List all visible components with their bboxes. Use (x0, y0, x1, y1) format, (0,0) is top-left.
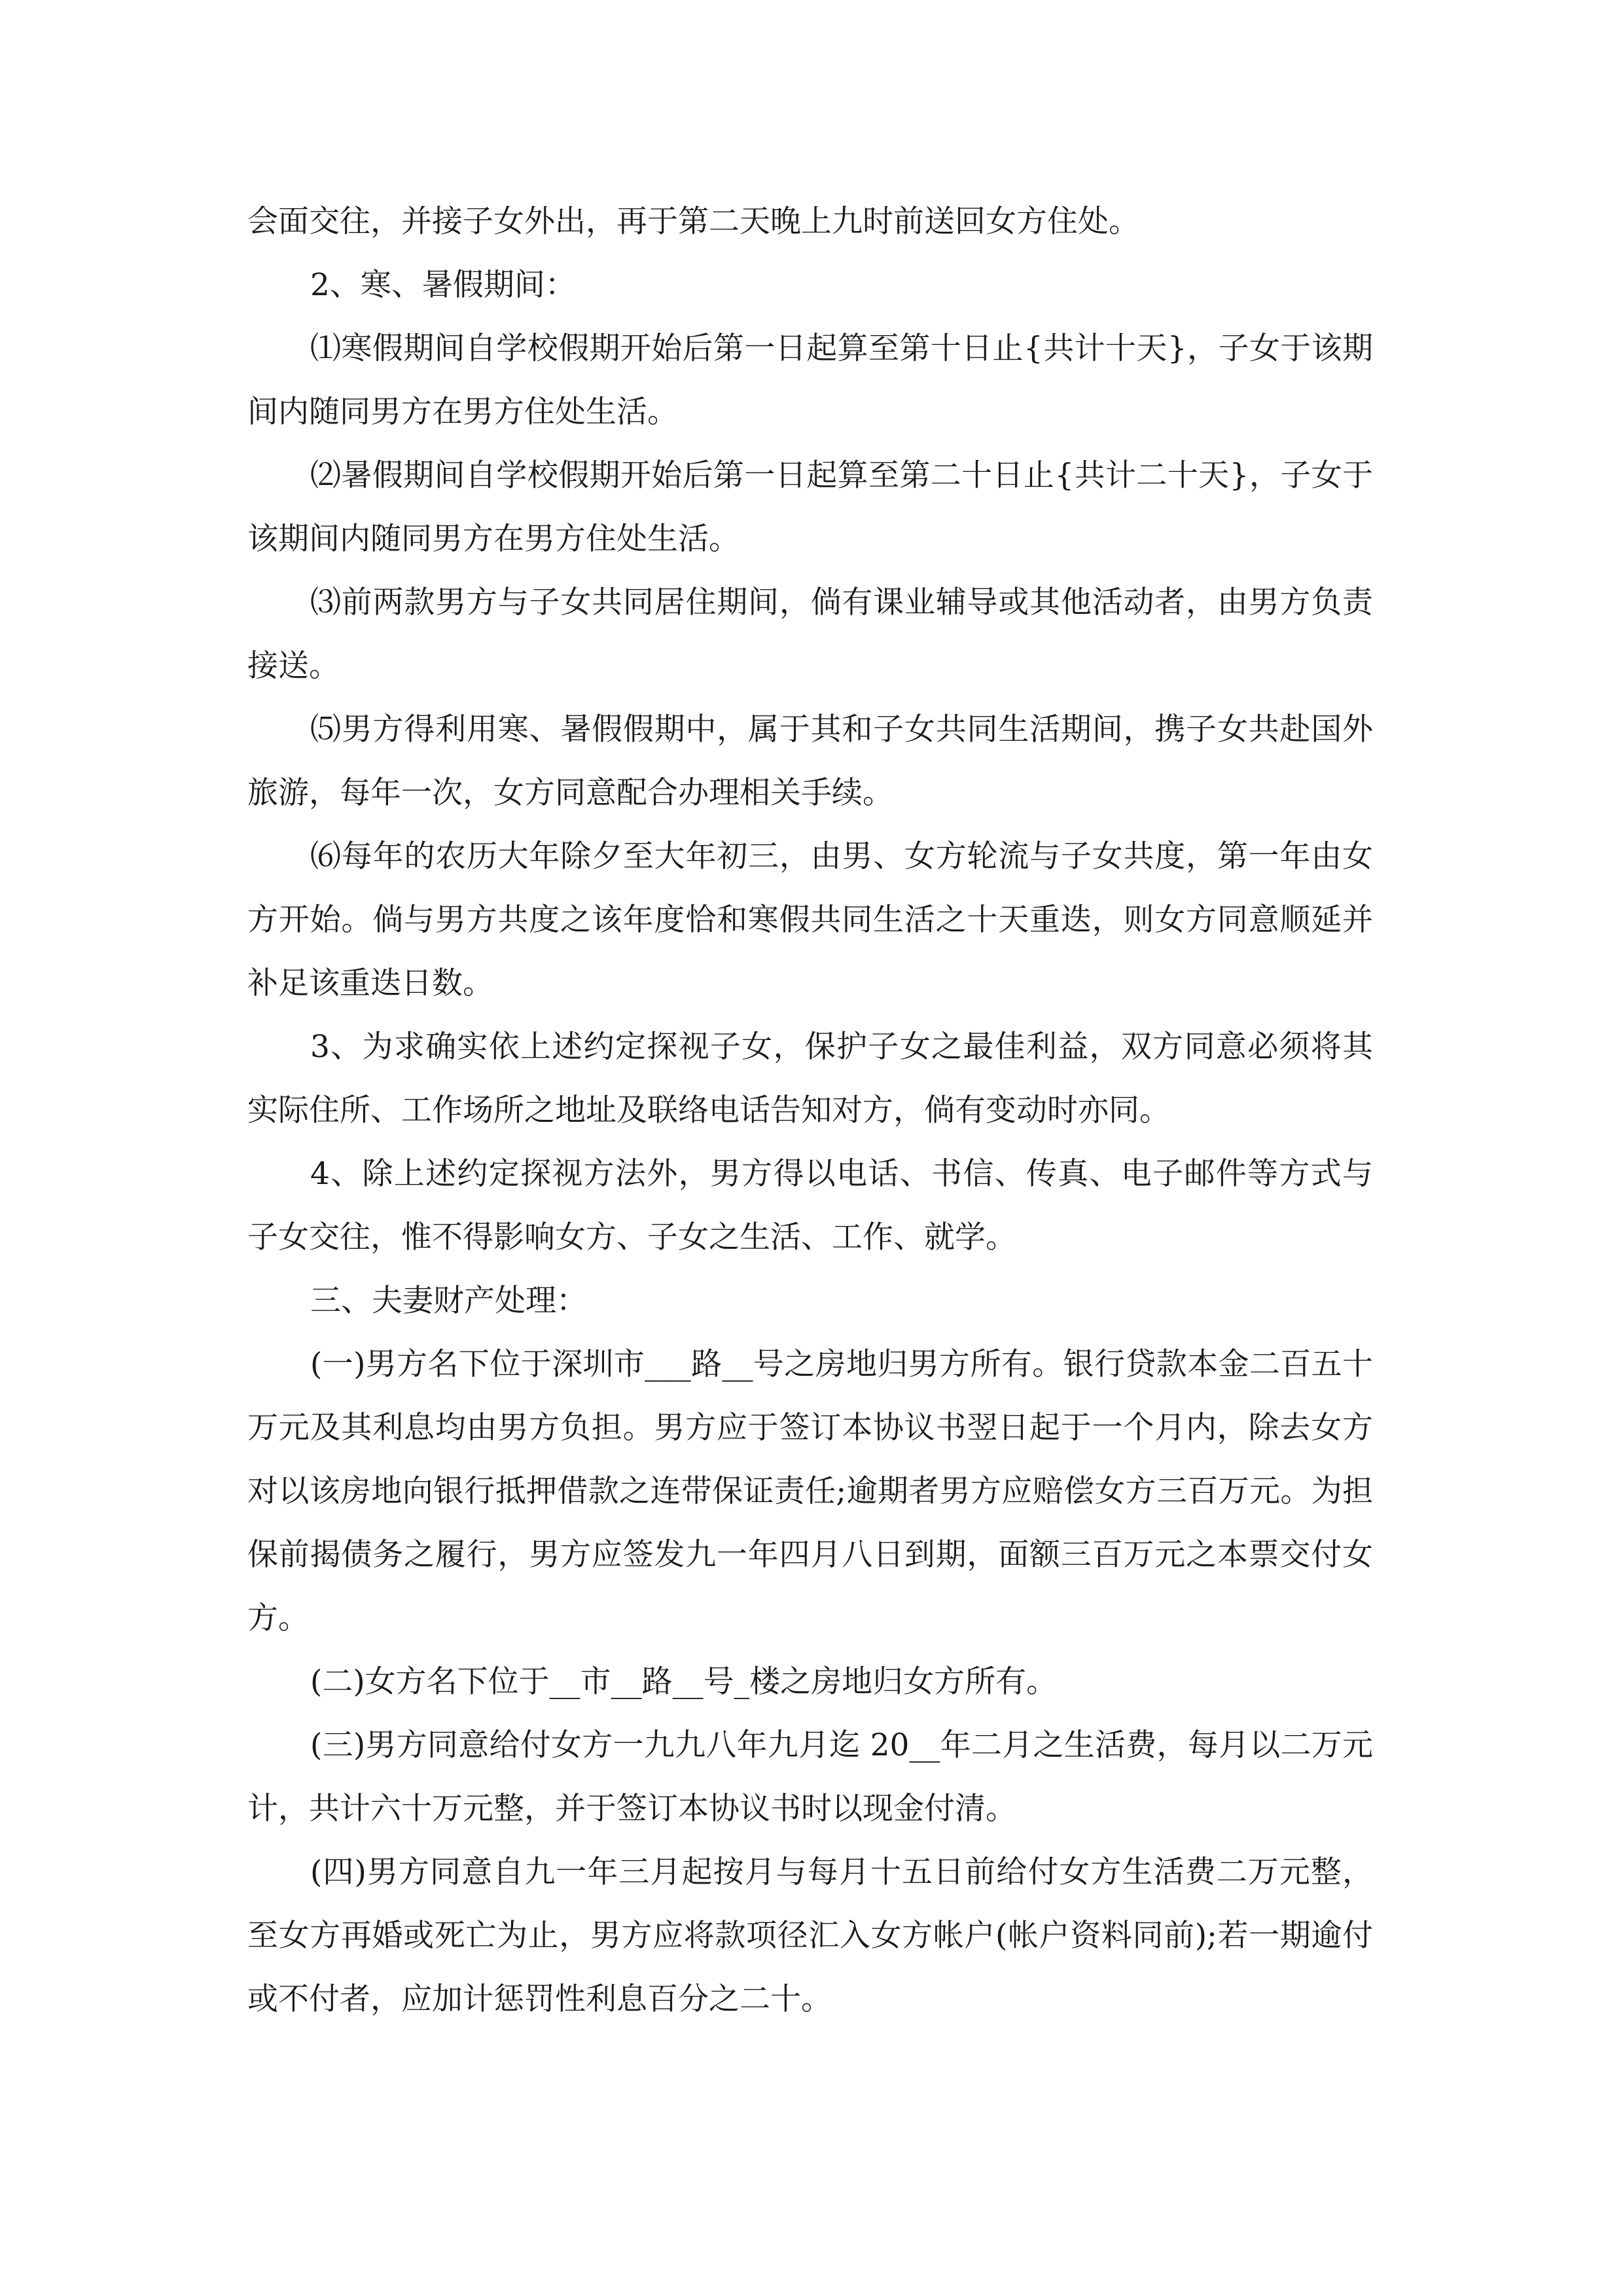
paragraph-13: (三)男方同意给付女方一九九八年九月迄 20__年二月之生活费，每月以二万元计，共计六十万元整，并于签订本协议书时以现金付清。 (247, 1727, 1373, 1827)
paragraph-10: 三、夫妻财产处理： (310, 1283, 587, 1319)
document-body (247, 190, 1373, 2031)
paragraph-6: ⑸男方得利用寒、暑假假期中，属于其和子女共同生活期间，携子女共赴国外旅游，每年一次，女方同意配合办理相关手续。 (247, 711, 1373, 811)
paragraph-4: ⑵暑假期间自学校假期开始后第一日起算至第二十日止{共计二十天}，子女于该期间内随同男方在男方住处生活。 (247, 457, 1373, 557)
paragraph-1: 会面交往，并接子女外出，再于第二天晚上九时前送回女方住处。 (247, 204, 1139, 240)
paragraph-3: ⑴寒假期间自学校假期开始后第一日起算至第十日止{共计十天}，子女于该期间内随同男方在男方住处生活。 (247, 331, 1373, 430)
paragraph-2: 2、寒、暑假期间： (310, 267, 576, 303)
paragraph-7: ⑹每年的农历大年除夕至大年初三，由男、女方轮流与子女共度，第一年由女方开始。倘与男方共度之该年度恰和寒假共同生活之十天重迭，则女方同意顺延并补足该重迭日数。 (247, 838, 1373, 1001)
paragraph-9: 4、除上述约定探视方法外，男方得以电话、书信、传真、电子邮件等方式与子女交往，惟不得影响女方、子女之生活、工作、就学。 (247, 1156, 1373, 1255)
paragraph-11: (一)男方名下位于深圳市___路__号之房地归男方所有。银行贷款本金二百五十万元及其利息均由男方负担。男方应于签订本协议书翌日起于一个月内，除去女方对以该房地向银行抵押借款之连带保证责任;逾期者男方应赔偿女方三百万元。为担保前揭债务之履行，男方应签发九一年四月八日到期，面额三百万元之本票交付女方。 (247, 1346, 1373, 1636)
paragraph-8: 3、为求确实依上述约定探视子女，保护子女之最佳利益，双方同意必须将其实际住所、工作场所之地址及联络电话告知对方，倘有变动时亦同。 (247, 1029, 1373, 1128)
paragraph-5: ⑶前两款男方与子女共同居住期间，倘有课业辅导或其他活动者，由男方负责接送。 (247, 584, 1373, 684)
paragraph-12: (二)女方名下位于__市__路__号_楼之房地归女方所有。 (310, 1664, 1058, 1700)
paragraph-14: (四)男方同意自九一年三月起按月与每月十五日前给付女方生活费二万元整，至女方再婚或死亡为止，男方应将款项径汇入女方帐户(帐户资料同前);若一期逾付或不付者，应加计惩罚性利息百分之二十。 (247, 1854, 1373, 2017)
